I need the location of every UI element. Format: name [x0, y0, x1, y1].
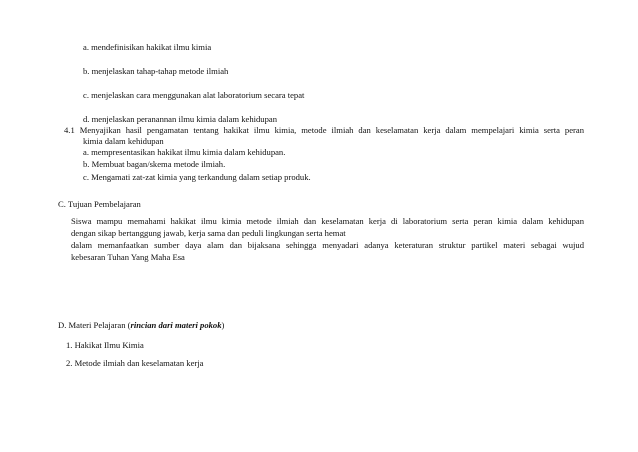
list-a-item: a. mendefinisikan hakikat ilmu kimia: [83, 42, 212, 52]
section-d-heading-suffix: ): [221, 320, 225, 330]
list-b-item: b. Membuat bagan/skema metode ilmiah.: [83, 159, 226, 169]
section-d-heading-prefix: D. Materi Pelajaran (: [58, 320, 131, 330]
section-c-text-line: dengan sikap bertanggung jawab, kerja sama dan peduli lingkungan serta hemat: [71, 228, 346, 238]
list-b-item: c. Mengamati zat-zat kimia yang terkandung dalam setiap produk.: [83, 172, 311, 182]
item-4-1-line2: kimia dalam kehidupan: [83, 136, 164, 146]
list-b-item: a. mempresentasikan hakikat ilmu kimia dalam kehidupan.: [83, 147, 286, 157]
section-d-heading: [58, 320, 224, 331]
section-d-item: 2. Metode ilmiah dan keselamatan kerja: [66, 358, 204, 368]
section-c-text-line: Siswa mampu memahami hakikat ilmu kimia metode ilmiah dan keselamatan kerja di laboratorium serta peran kimia dalam kehidupan: [71, 216, 584, 226]
section-c-heading: C. Tujuan Pembelajaran: [58, 199, 141, 209]
section-c-text-line: dalam memanfaatkan sumber daya alam dan bijaksana sehingga menyadari adanya keteraturan struktur partikel materi sebagai wujud: [71, 240, 584, 250]
section-d-heading-emphasis: rincian dari materi pokok: [130, 320, 222, 330]
section-d-item: 1. Hakikat Ilmu Kimia: [66, 340, 144, 350]
list-a-item: b. menjelaskan tahap-tahap metode ilmiah: [83, 66, 229, 76]
section-c-text-line: kebesaran Tuhan Yang Maha Esa: [71, 252, 185, 262]
list-a-item: c. menjelaskan cara menggunakan alat laboratorium secara tepat: [83, 90, 305, 100]
list-a-item: d. menjelaskan peranannan ilmu kimia dalam kehidupan: [83, 114, 278, 124]
item-4-1-line1: 4.1 Menyajikan hasil pengamatan tentang hakikat ilmu kimia, metode ilmiah dan keselamatan kerja dalam mempelajari kimia serta peran: [64, 125, 584, 135]
